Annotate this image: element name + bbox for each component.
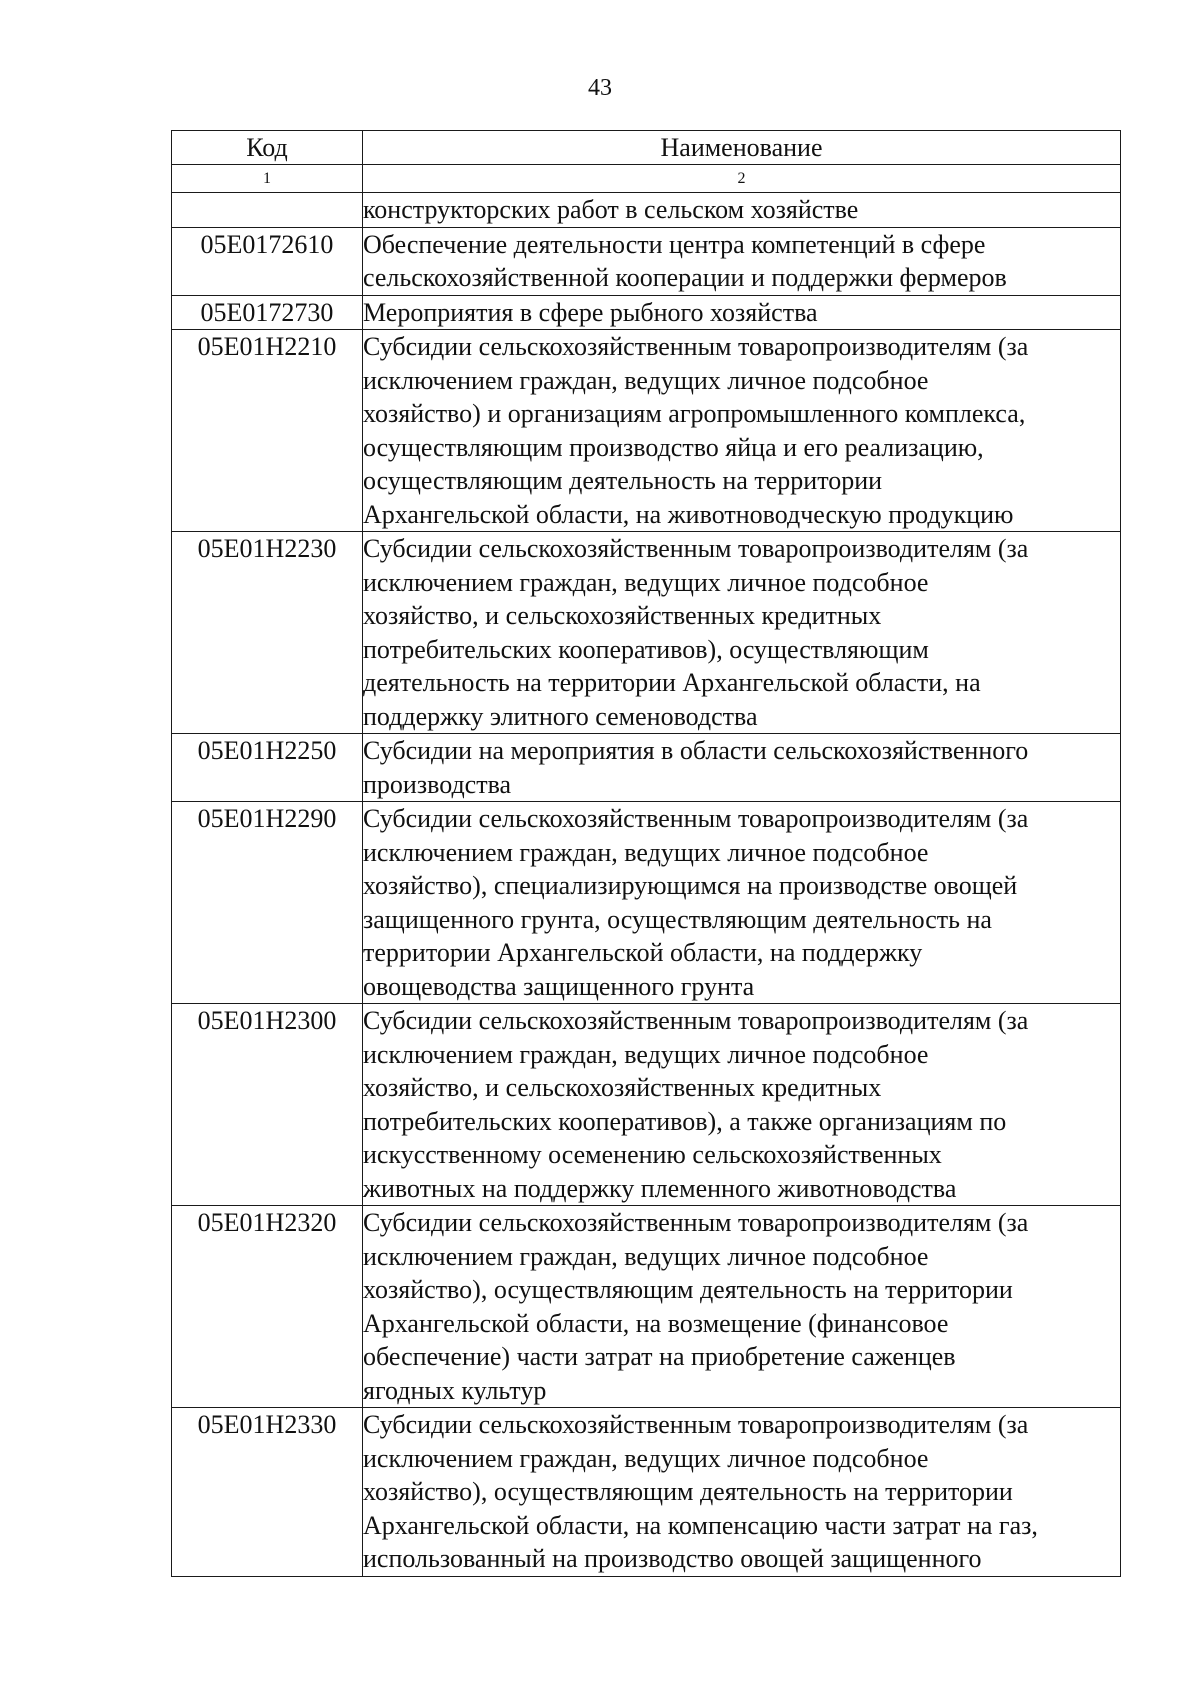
table-row: [172, 1206, 1121, 1408]
row-code: 05E01H2210: [172, 330, 363, 532]
row-name-line: Архангельской области, на компенсацию части затрат на газ,: [363, 1510, 1038, 1540]
row-name-line: потребительских кооперативов), а также организациям по: [363, 1106, 1007, 1136]
row-name-line: Субсидии сельскохозяйственным товаропроизводителям (за: [363, 1006, 1029, 1035]
table-row: [172, 1004, 1121, 1206]
row-code: 05E0172610: [172, 227, 363, 295]
row-name-line: хозяйство), осуществляющим деятельность на территории: [363, 1477, 1013, 1506]
row-name: [363, 532, 1121, 734]
row-name-line: обеспечение) части затрат на приобретение саженцев: [363, 1342, 956, 1371]
row-name-line: ягодных культур: [363, 1375, 547, 1405]
table-row: [172, 295, 1121, 330]
row-name: [363, 734, 1121, 802]
row-name-line: овощеводства защищенного грунта: [363, 971, 755, 1001]
row-name-line: осуществляющим производство яйца и его реализацию,: [363, 432, 984, 462]
table-row: [172, 330, 1121, 532]
row-name-line: Субсидии сельскохозяйственным товаропроизводителям (за: [363, 1208, 1029, 1237]
table-row: [172, 802, 1121, 1004]
row-name-line: хозяйство) и организациям агропромышленного комплекса,: [363, 399, 1026, 428]
row-name-line: потребительских кооперативов), осуществляющим: [363, 634, 929, 664]
row-code: 05E01H2250: [172, 734, 363, 802]
row-name-line: искусственному осеменению сельскохозяйственных: [363, 1140, 942, 1169]
page-number: 43: [588, 75, 612, 101]
row-name-line: деятельность на территории Архангельской области, на: [363, 668, 981, 697]
row-name: [363, 1408, 1121, 1577]
row-name-line: Мероприятия в сфере рыбного хозяйства: [363, 297, 818, 327]
header-name: Наименование: [363, 131, 1121, 165]
row-name-line: Архангельской области, на возмещение (финансовое: [363, 1308, 949, 1338]
row-name-line: Субсидии сельскохозяйственным товаропроизводителям (за: [363, 332, 1029, 361]
table-row: [172, 1408, 1121, 1577]
row-name-line: использованный на производство овощей защищенного: [363, 1544, 982, 1573]
row-name-line: конструкторских работ в сельском хозяйстве: [363, 195, 859, 224]
header-code: Код: [172, 131, 363, 165]
table-body: [172, 193, 1121, 1577]
row-name: [363, 1004, 1121, 1206]
row-name-line: исключением граждан, ведущих личное подсобное: [363, 1039, 929, 1069]
row-code: 05E01H2330: [172, 1408, 363, 1577]
row-code: 05E01H2300: [172, 1004, 363, 1206]
row-name-line: защищенного грунта, осуществляющим деятельность на: [363, 904, 992, 934]
row-name-line: территории Архангельской области, на поддержку: [363, 938, 923, 967]
table-row: [172, 532, 1121, 734]
column-number-1: 1: [172, 165, 363, 193]
row-name: [363, 802, 1121, 1004]
row-name-line: хозяйство), специализирующимся на производстве овощей: [363, 871, 1018, 900]
table-row: [172, 227, 1121, 295]
row-name-line: производства: [363, 769, 512, 799]
row-name: [363, 193, 1121, 228]
table-row: [172, 734, 1121, 802]
row-name: [363, 227, 1121, 295]
row-code: 05E01H2230: [172, 532, 363, 734]
row-name-line: животных на поддержку племенного животноводства: [363, 1173, 957, 1203]
row-code: 05E01H2290: [172, 802, 363, 1004]
row-name-line: осуществляющим деятельность на территории: [363, 466, 883, 495]
row-name-line: исключением граждан, ведущих личное подсобное: [363, 837, 929, 867]
row-name-line: исключением граждан, ведущих личное подсобное: [363, 567, 929, 597]
row-code: [172, 193, 363, 228]
row-name: [363, 330, 1121, 532]
row-name-line: исключением граждан, ведущих личное подсобное: [363, 365, 929, 395]
budget-code-table: [171, 130, 1121, 1577]
header-row: [172, 131, 1121, 165]
column-number-2: 2: [363, 165, 1121, 193]
row-name-line: хозяйство, и сельскохозяйственных кредитных: [363, 1073, 882, 1102]
table-row: [172, 193, 1121, 228]
row-name-line: исключением граждан, ведущих личное подсобное: [363, 1241, 929, 1271]
row-name-line: исключением граждан, ведущих личное подсобное: [363, 1443, 929, 1473]
row-name: [363, 1206, 1121, 1408]
row-code: 05E01H2320: [172, 1206, 363, 1408]
row-name-line: Субсидии сельскохозяйственным товаропроизводителям (за: [363, 804, 1029, 833]
row-name-line: Субсидии на мероприятия в области сельскохозяйственного: [363, 736, 1029, 765]
row-name-line: Архангельской области, на животноводческую продукцию: [363, 499, 1014, 529]
row-name-line: хозяйство, и сельскохозяйственных кредитных: [363, 601, 882, 630]
column-number-row: [172, 165, 1121, 193]
row-name-line: Субсидии сельскохозяйственным товаропроизводителям (за: [363, 534, 1029, 563]
row-name-line: Субсидии сельскохозяйственным товаропроизводителям (за: [363, 1410, 1029, 1439]
row-code: 05E0172730: [172, 295, 363, 330]
row-name-line: хозяйство), осуществляющим деятельность на территории: [363, 1275, 1013, 1304]
row-name-line: поддержку элитного семеноводства: [363, 701, 758, 731]
row-name-line: сельскохозяйственной кооперации и поддержки фермеров: [363, 263, 1007, 292]
row-name-line: Обеспечение деятельности центра компетенций в сфере: [363, 229, 986, 259]
row-name: [363, 295, 1121, 330]
